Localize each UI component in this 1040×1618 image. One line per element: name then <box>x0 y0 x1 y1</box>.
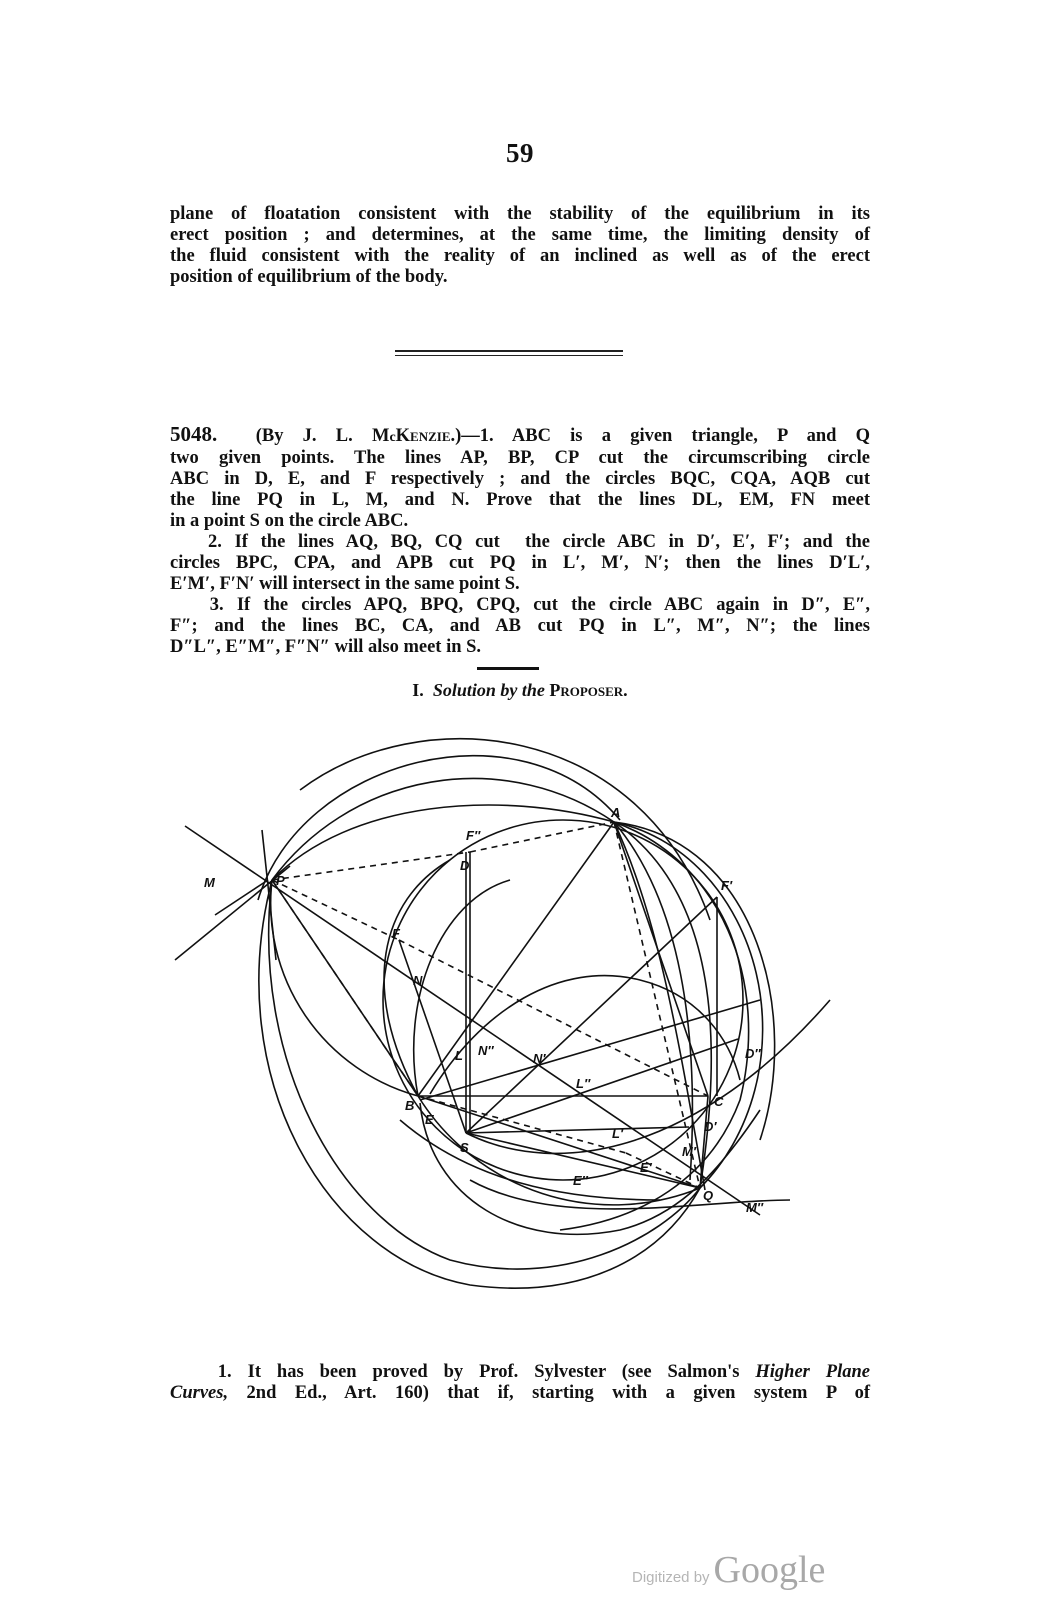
text-span: 1. It has been proved by Prof. Sylvester (see Salmon's <box>170 1362 756 1382</box>
text-line: the fluid consistent with the reality of an inclined as well as of the erect <box>170 246 870 266</box>
arc-p-a2 <box>272 805 614 880</box>
arc-right-4 <box>614 822 692 1180</box>
point-label-m2: M″ <box>746 1200 764 1215</box>
point-label-l1: L′ <box>612 1126 624 1141</box>
line-s-f1 <box>466 897 717 1133</box>
text-line: in a point S on the circle ABC. <box>170 511 409 531</box>
book-title-cont: Curves, <box>170 1383 229 1403</box>
point-label-n1: N′ <box>533 1051 546 1066</box>
heading-italic: Solution by the <box>432 680 545 700</box>
book-title: Higher Plane <box>755 1362 870 1382</box>
arc-p-q-lower2 <box>259 880 700 1288</box>
point-label-s: S <box>460 1140 469 1155</box>
google-watermark <box>632 1548 826 1591</box>
author-suffix: .)—1. ABC is a given triangle, P and Q <box>450 426 871 446</box>
heading-smallcaps: Proposer. <box>549 680 628 700</box>
google-logo: Google <box>713 1549 826 1591</box>
text-line: circles BPC, CPA, and APB cut PQ in L′, M′, N′; then the lines D′L′, <box>170 553 870 573</box>
point-label-a: A <box>611 805 621 820</box>
point-label-l2: L″ <box>576 1076 591 1091</box>
dashed-p-f <box>272 880 399 940</box>
author-c: c <box>389 430 396 445</box>
point-label-n2: N″ <box>478 1043 494 1058</box>
text-line: ABC in D, E, and F respectively ; and the circles BQC, CQA, AQB cut <box>170 469 870 489</box>
point-label-d: D <box>460 858 470 873</box>
question-number: 5048. <box>170 422 218 446</box>
text-line: plane of floatation consistent with the stability of the equilibrium in its <box>170 204 870 224</box>
point-label-c: C <box>714 1094 724 1109</box>
dashed-b-e1 <box>418 1096 626 1153</box>
point-label-e2: E″ <box>573 1173 588 1188</box>
point-label-d2: D″ <box>745 1046 761 1061</box>
solution-paragraph <box>170 1362 870 1404</box>
point-label-n: N <box>413 973 423 988</box>
arc-p-a <box>258 756 620 900</box>
text-line: F″; and the lines BC, CA, and AB cut PQ in L″, M″, N″; the lines <box>170 616 870 636</box>
line-ab <box>418 822 614 1096</box>
watermark-prefix: Digitized by <box>632 1569 710 1586</box>
author-name: Kenzie <box>395 426 451 446</box>
text-line: erect position ; and determines, at the same time, the limiting density of <box>170 225 870 245</box>
point-label-b: B <box>405 1098 415 1113</box>
text-line: D″L″, E″M″, F″N″ will also meet in S. <box>170 637 482 657</box>
point-label-f1: F′ <box>721 878 733 893</box>
point-label-f: F <box>392 926 400 941</box>
text-line: two given points. The lines AP, BP, CP cut the circumscribing circle <box>170 448 870 468</box>
text-line: E′M′, F′N′ will intersect in the same point S. <box>170 574 520 594</box>
text-line: 2. If the lines AQ, BQ, CQ cut the circle ABC in D′, E′, F′; and the <box>170 532 870 552</box>
text-line: 3. If the circles APQ, BPQ, CPQ, cut the circle ABC again in D″, E″, <box>170 595 870 615</box>
author-prefix: (By J. L. M <box>255 426 390 446</box>
point-label-e1: E′ <box>640 1160 652 1175</box>
arc-right-3 <box>614 822 711 1188</box>
dashed-f2-a <box>470 822 614 852</box>
page-number: 59 <box>506 138 534 168</box>
point-label-l: L <box>455 1048 463 1063</box>
text-span: 2nd Ed., Art. 160) that if, starting with a given system P of <box>228 1383 870 1403</box>
dashed-a-q <box>614 822 700 1188</box>
heading-numeral: I. <box>412 680 424 700</box>
point-label-p: P <box>276 873 285 888</box>
line-m-p2 <box>215 880 268 915</box>
text-line: position of equilibrium of the body. <box>170 267 448 287</box>
point-label-d1: D′ <box>704 1119 717 1134</box>
text-line: the line PQ in L, M, and N. Prove that the lines DL, EM, FN meet <box>170 490 870 510</box>
arc-right-2 <box>614 822 775 1140</box>
point-label-m1: M′ <box>682 1144 696 1159</box>
text-line <box>170 1383 870 1404</box>
point-label-f2: F″ <box>466 828 481 843</box>
arc-s-right <box>466 1000 830 1153</box>
text-line <box>170 1362 870 1383</box>
point-label-q: Q <box>703 1188 714 1203</box>
point-label-e: E <box>425 1112 434 1127</box>
point-label-m: M <box>204 875 215 890</box>
